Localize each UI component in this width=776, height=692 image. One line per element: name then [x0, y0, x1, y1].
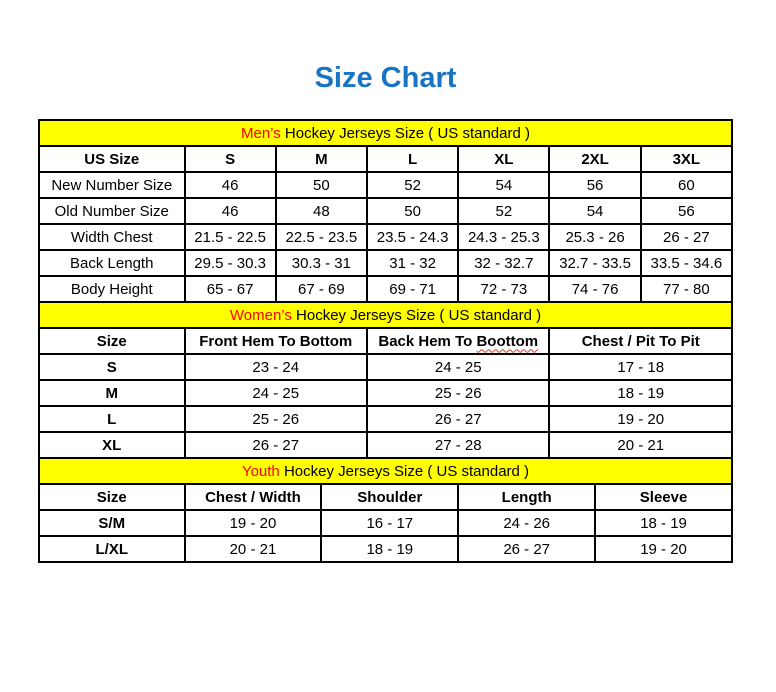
size-value: 24 - 26	[458, 510, 595, 536]
band-text: Hockey Jerseys Size ( US standard )	[280, 124, 530, 142]
size-value: 50	[276, 172, 367, 198]
size-table-youth	[38, 457, 733, 563]
size-value: 65 - 67	[185, 276, 276, 302]
size-value: 24 - 25	[185, 380, 367, 406]
size-value: 74 - 76	[549, 276, 640, 302]
table-row	[39, 224, 732, 250]
size-value: 60	[641, 172, 732, 198]
size-value: 20 - 21	[185, 536, 322, 562]
table-row	[39, 276, 732, 302]
band-accent-text: Men’s	[240, 124, 281, 142]
table-row	[39, 172, 732, 198]
column-header: US Size	[39, 146, 185, 172]
size-value: 23 - 24	[185, 354, 367, 380]
band-accent-text: Youth	[241, 462, 280, 480]
section-band-row	[39, 458, 732, 484]
row-label: Width Chest	[39, 224, 185, 250]
size-value: 18 - 19	[321, 536, 458, 562]
row-label: L/XL	[39, 536, 185, 562]
size-value: 46	[185, 198, 276, 224]
column-header: 3XL	[641, 146, 732, 172]
size-value: 54	[549, 198, 640, 224]
column-header: 2XL	[549, 146, 640, 172]
header-row	[39, 484, 732, 510]
row-label: Back Length	[39, 250, 185, 276]
size-value: 48	[276, 198, 367, 224]
row-label: XL	[39, 432, 185, 458]
size-value: 25.3 - 26	[549, 224, 640, 250]
column-header: L	[367, 146, 458, 172]
table-row	[39, 198, 732, 224]
size-value: 23.5 - 24.3	[367, 224, 458, 250]
size-value: 52	[458, 198, 549, 224]
size-tables	[38, 119, 733, 563]
table-row	[39, 380, 732, 406]
size-value: 26 - 27	[641, 224, 732, 250]
size-value: 17 - 18	[549, 354, 732, 380]
table-row	[39, 432, 732, 458]
size-value: 56	[641, 198, 732, 224]
header-row	[39, 328, 732, 354]
size-value: 19 - 20	[595, 536, 732, 562]
size-value: 24 - 25	[367, 354, 549, 380]
size-value: 19 - 20	[549, 406, 732, 432]
size-value: 25 - 26	[367, 380, 549, 406]
section-band-row	[39, 302, 732, 328]
size-value: 54	[458, 172, 549, 198]
size-value: 26 - 27	[458, 536, 595, 562]
size-value: 18 - 19	[595, 510, 732, 536]
column-header: Front Hem To Bottom	[185, 328, 367, 354]
column-header: Chest / Width	[185, 484, 322, 510]
row-label: Body Height	[39, 276, 185, 302]
column-header: Size	[39, 328, 185, 354]
column-header: Sleeve	[595, 484, 732, 510]
size-value: 77 - 80	[641, 276, 732, 302]
size-value: 19 - 20	[185, 510, 322, 536]
table-row	[39, 510, 732, 536]
misspelled-word: Boottom	[476, 332, 539, 350]
size-value: 72 - 73	[458, 276, 549, 302]
size-value: 26 - 27	[185, 432, 367, 458]
size-value: 46	[185, 172, 276, 198]
size-value: 69 - 71	[367, 276, 458, 302]
size-value: 21.5 - 22.5	[185, 224, 276, 250]
size-value: 18 - 19	[549, 380, 732, 406]
size-value: 26 - 27	[367, 406, 549, 432]
band-text: Hockey Jerseys Size ( US standard )	[291, 306, 542, 324]
size-value: 52	[367, 172, 458, 198]
size-value: 22.5 - 23.5	[276, 224, 367, 250]
size-value: 50	[367, 198, 458, 224]
row-label: M	[39, 380, 185, 406]
size-table-mens	[38, 119, 733, 303]
size-value: 32.7 - 33.5	[549, 250, 640, 276]
size-value: 20 - 21	[549, 432, 732, 458]
header-row	[39, 146, 732, 172]
size-value: 31 - 32	[367, 250, 458, 276]
column-header: Length	[458, 484, 595, 510]
row-label: New Number Size	[39, 172, 185, 198]
size-value: 56	[549, 172, 640, 198]
column-header: S	[185, 146, 276, 172]
section-band-womens	[39, 302, 732, 328]
table-row	[39, 354, 732, 380]
size-value: 32 - 32.7	[458, 250, 549, 276]
size-value: 16 - 17	[321, 510, 458, 536]
band-text: Hockey Jerseys Size ( US standard )	[279, 462, 530, 480]
page-title: Size Chart	[314, 62, 457, 94]
size-value: 30.3 - 31	[276, 250, 367, 276]
column-header: M	[276, 146, 367, 172]
column-header: Chest / Pit To Pit	[549, 328, 732, 354]
column-header: Back Hem To Boottom	[367, 328, 549, 354]
row-label: S	[39, 354, 185, 380]
row-label: S/M	[39, 510, 185, 536]
table-row	[39, 406, 732, 432]
size-value: 33.5 - 34.6	[641, 250, 732, 276]
table-row	[39, 536, 732, 562]
band-accent-text: Women’s	[229, 306, 292, 324]
section-band-mens	[39, 120, 732, 146]
column-header: Shoulder	[321, 484, 458, 510]
size-value: 67 - 69	[276, 276, 367, 302]
size-value: 24.3 - 25.3	[458, 224, 549, 250]
size-value: 27 - 28	[367, 432, 549, 458]
column-header: XL	[458, 146, 549, 172]
section-band-row	[39, 120, 732, 146]
table-row	[39, 250, 732, 276]
row-label: Old Number Size	[39, 198, 185, 224]
size-table-womens	[38, 301, 733, 459]
size-value: 25 - 26	[185, 406, 367, 432]
row-label: L	[39, 406, 185, 432]
column-header: Size	[39, 484, 185, 510]
size-value: 29.5 - 30.3	[185, 250, 276, 276]
section-band-youth	[39, 458, 732, 484]
